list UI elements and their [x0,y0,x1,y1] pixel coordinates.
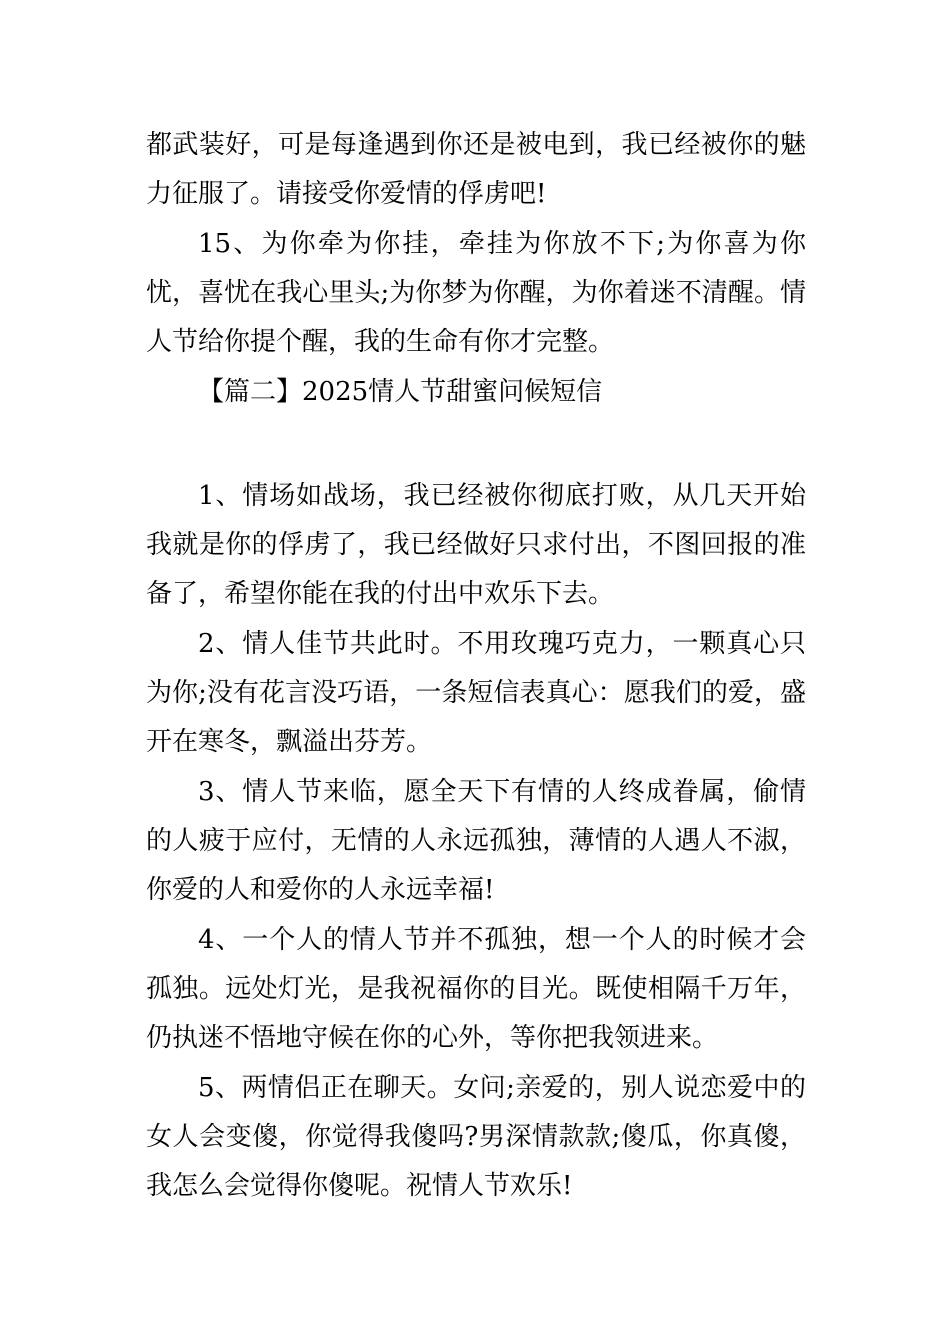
paragraph-4: 4、一个人的情人节并不孤独，想一个人的时候才会孤独。远处灯光，是我祝福你的目光。既使相隔千万年，仍执迷不悟地守候在你的心外，等你把我领进来。 [146,925,806,1053]
paragraph-1: 1、情场如战场，我已经被你彻底打败，从几天开始我就是你的俘虏了，我已经做好只求付出，不图回报的准备了，希望你能在我的付出中欢乐下去。 [146,481,806,609]
paragraph-2: 2、情人佳节共此时。不用玫瑰巧克力，一颗真心只为你;没有花言没巧语，一条短信表真心：愿我们的爱，盛开在寒冬，飘溢出芬芳。 [146,629,806,757]
paragraph-continued: 都武装好，可是每逢遇到你还是被电到，我已经被你的魅力征服了。请接受你爱情的俘虏吧! [146,130,806,209]
paragraph-3: 3、情人节来临，愿全天下有情的人终成眷属，偷情的人疲于应付，无情的人永远孤独，薄情的人遇人不淑，你爱的人和爱你的人永远幸福! [146,777,806,905]
section-heading: 【篇二】2025情人节甜蜜问候短信 [198,377,603,407]
paragraph-5: 5、两情侣正在聊天。女问;亲爱的，别人说恋爱中的女人会变傻，你觉得我傻吗?男深情款款;傻瓜，你真傻，我怎么会觉得你傻呢。祝情人节欢乐! [146,1073,806,1201]
document-page [146,121,806,1212]
paragraph-15: 15、为你牵为你挂，牵挂为你放不下;为你喜为你忧，喜忧在我心里头;为你梦为你醒，为你着迷不清醒。情人节给你提个醒，我的生命有你才完整。 [146,229,806,357]
section-gap [146,417,806,472]
